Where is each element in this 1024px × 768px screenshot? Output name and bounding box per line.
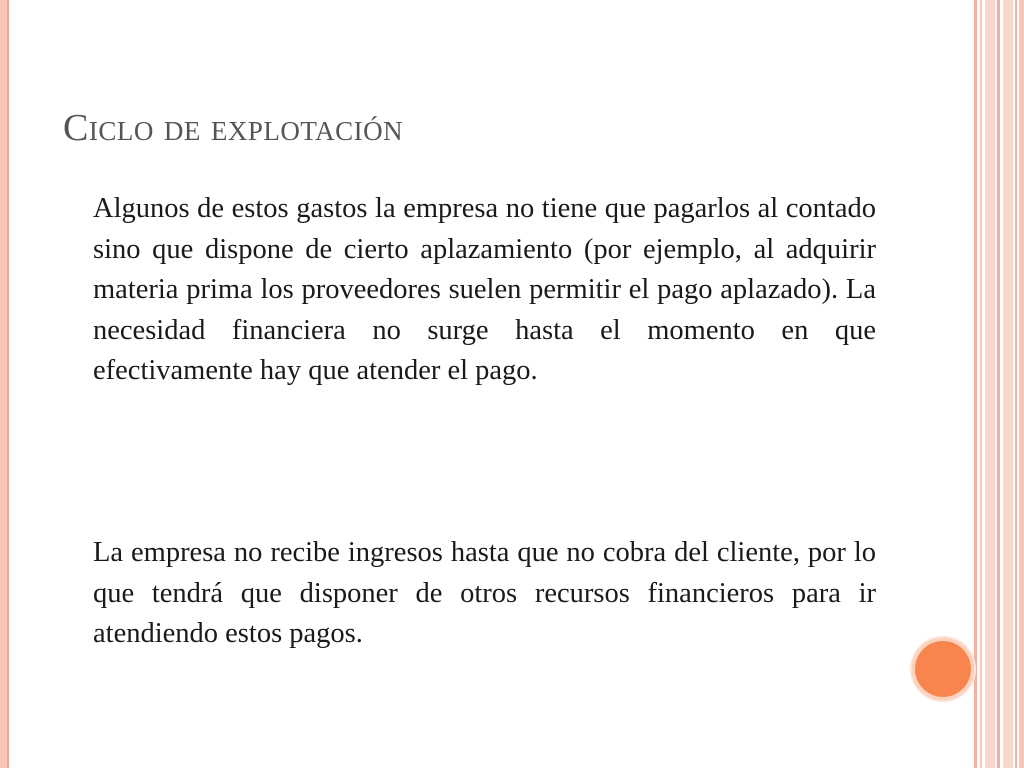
stripe xyxy=(1015,0,1017,768)
left-border-decoration xyxy=(0,0,9,768)
stripe xyxy=(980,0,982,768)
orange-circle-decoration xyxy=(912,638,974,700)
stripe xyxy=(1019,0,1024,768)
slide-title: Ciclo de explotación xyxy=(63,107,404,149)
paragraph-1: Algunos de estos gastos la empresa no tiene que pagarlos al contado sino que dispone de cierto aplazamiento (por ejemplo, al adquirir materia prima los proveedores suelen permitir el pago aplazado). La necesidad financiera no surge hasta el momento en que efectivamente hay que atender el pago. xyxy=(93,193,876,386)
paragraph-2: La empresa no recibe ingresos hasta que no cobra del cliente, por lo que tendrá que disponer de otros recursos financieros para ir atendiendo estos pagos. xyxy=(93,537,876,649)
stripe xyxy=(1003,0,1013,768)
stripe xyxy=(997,0,1000,768)
right-stripes-decoration xyxy=(974,0,1024,768)
stripe xyxy=(974,0,977,768)
stripe xyxy=(985,0,995,768)
